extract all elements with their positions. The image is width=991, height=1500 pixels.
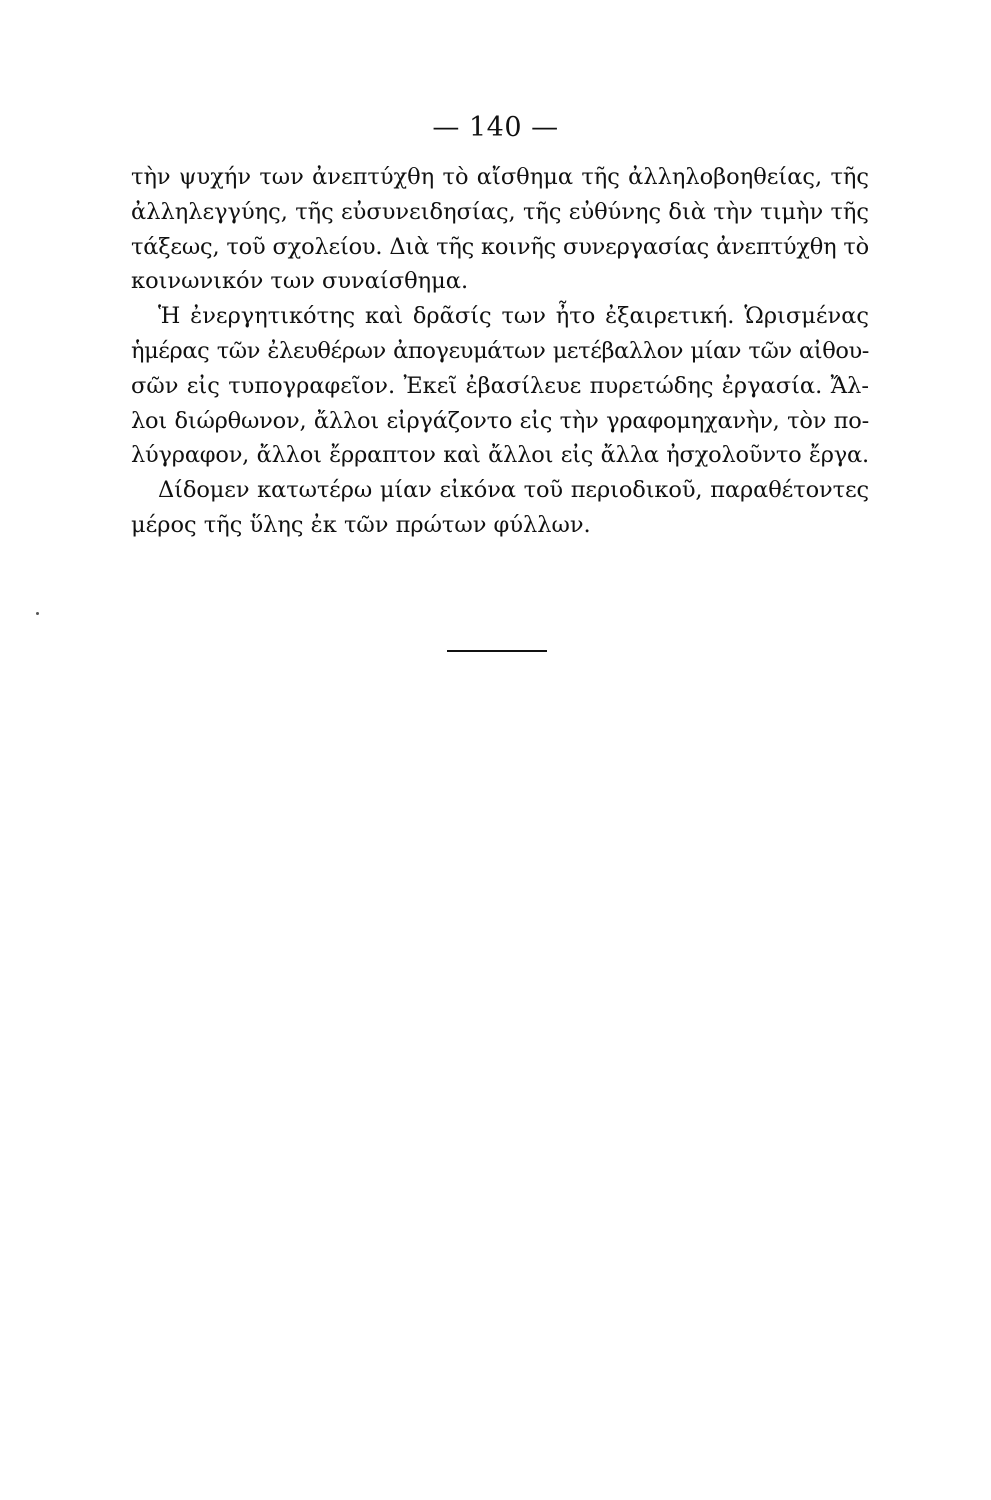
text-line: σῶν εἰς τυπογραφεῖον. Ἐκεῖ ἐβασίλευε πυρετώδης ἐργασία. Ἄλ-: [131, 372, 869, 399]
text-line: ἀλληλεγγύης, τῆς εὐσυνειδησίας, τῆς εὐθύνης διὰ τὴν τιμὴν τῆς: [131, 198, 869, 225]
page-number: — 140 —: [432, 112, 559, 143]
body-text: [131, 160, 869, 543]
text-line: κοινωνικόν των συναίσθημα.: [131, 268, 469, 295]
text-line: λύγραφον, ἄλλοι ἔρραπτον καὶ ἄλλοι εἰς ἄλλα ἠσχολοῦντο ἔργα.: [131, 442, 869, 469]
section-divider: [447, 650, 547, 652]
text-line: τὴν ψυχήν των ἀνεπτύχθη τὸ αἴσθημα τῆς ἀλληλοβοηθείας, τῆς: [131, 164, 869, 190]
text-line: λοι διώρθωνον, ἄλλοι εἰργάζοντο εἰς τὴν γραφομηχανὴν, τὸν πο-: [131, 407, 869, 434]
text-line: ἡμέρας τῶν ἐλευθέρων ἀπογευμάτων μετέβαλλον μίαν τῶν αἰθου-: [131, 337, 869, 364]
text-line: τάξεως, τοῦ σχολείου. Διὰ τῆς κοινῆς συνεργασίας ἀνεπτύχθη τὸ: [131, 233, 869, 260]
text-line: Δίδομεν κατωτέρω μίαν εἰκόνα τοῦ περιοδικοῦ, παραθέτοντες: [158, 477, 869, 504]
text-line: Ἡ ἐνεργητικότης καὶ δρᾶσίς των ἦτο ἐξαιρετική. Ὡρισμένας: [158, 303, 869, 330]
text-line: μέρος τῆς ὕλης ἐκ τῶν πρώτων φύλλων.: [131, 511, 591, 538]
scan-speck: [36, 612, 39, 615]
